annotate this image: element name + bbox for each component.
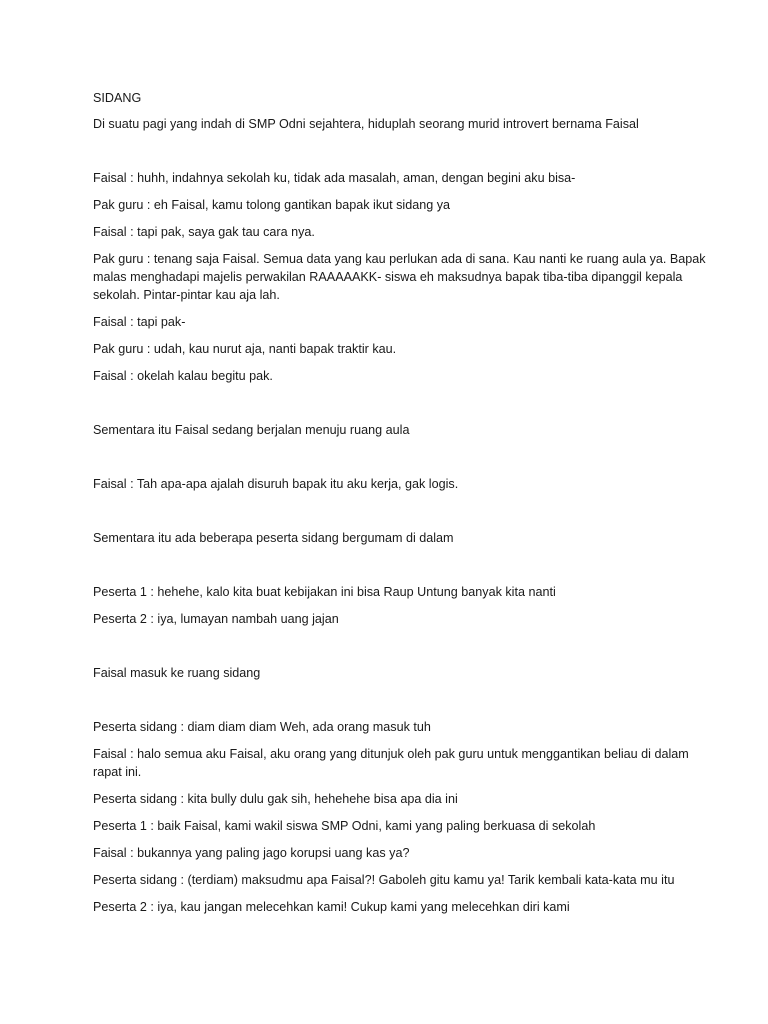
dialogue-line: Peserta 1 : hehehe, kalo kita buat kebijakan ini bisa Raup Untung banyak kita nanti bbox=[93, 585, 556, 599]
dialogue-line: Faisal : halo semua aku Faisal, aku orang yang ditunjuk oleh pak guru untuk menggantikan beliau di dalam rapat ini. bbox=[93, 747, 689, 779]
narration-line: Sementara itu ada beberapa peserta sidang bergumam di dalam bbox=[93, 531, 454, 545]
dialogue-line: Peserta sidang : kita bully dulu gak sih, hehehehe bisa apa dia ini bbox=[93, 792, 458, 806]
dialogue-line: Pak guru : eh Faisal, kamu tolong gantikan bapak ikut sidang ya bbox=[93, 198, 451, 212]
dialogue-line: Pak guru : tenang saja Faisal. Semua data yang kau perlukan ada di sana. Kau nanti ke ruang aula ya. Bapak malas menghadapi majelis perwakilan RAAAAAKK- siswa eh maksudnya bapak tiba-tiba dipanggil kepala sekolah. Pintar-pintar kau aja lah. bbox=[93, 252, 706, 302]
dialogue-line: Peserta 2 : iya, lumayan nambah uang jajan bbox=[93, 612, 339, 626]
dialogue-line: Faisal : okelah kalau begitu pak. bbox=[93, 369, 273, 383]
dialogue-line: Faisal : Tah apa-apa ajalah disuruh bapak itu aku kerja, gak logis. bbox=[93, 477, 459, 491]
narration-line: Sementara itu Faisal sedang berjalan menuju ruang aula bbox=[93, 423, 410, 437]
dialogue-line: Pak guru : udah, kau nurut aja, nanti bapak traktir kau. bbox=[93, 342, 397, 356]
narration-line: Faisal masuk ke ruang sidang bbox=[93, 666, 261, 680]
dialogue-line: Faisal : tapi pak, saya gak tau cara nya. bbox=[93, 225, 315, 239]
document-title: SIDANG bbox=[93, 91, 142, 105]
dialogue-line: Peserta 1 : baik Faisal, kami wakil siswa SMP Odni, kami yang paling berkuasa di sekolah bbox=[93, 819, 596, 833]
dialogue-line: Faisal : huhh, indahnya sekolah ku, tidak ada masalah, aman, dengan begini aku bisa- bbox=[93, 171, 576, 185]
narration-line: Di suatu pagi yang indah di SMP Odni sejahtera, hiduplah seorang murid introvert bernama Faisal bbox=[93, 117, 639, 131]
dialogue-line: Peserta sidang : (terdiam) maksudmu apa Faisal?! Gaboleh gitu kamu ya! Tarik kembali kata-kata mu itu bbox=[93, 873, 675, 887]
dialogue-line: Faisal : tapi pak- bbox=[93, 315, 186, 329]
dialogue-line: Peserta 2 : iya, kau jangan melecehkan kami! Cukup kami yang melecehkan diri kami bbox=[93, 900, 570, 914]
dialogue-line: Peserta sidang : diam diam diam Weh, ada orang masuk tuh bbox=[93, 720, 431, 734]
dialogue-line: Faisal : bukannya yang paling jago korupsi uang kas ya? bbox=[93, 846, 410, 860]
